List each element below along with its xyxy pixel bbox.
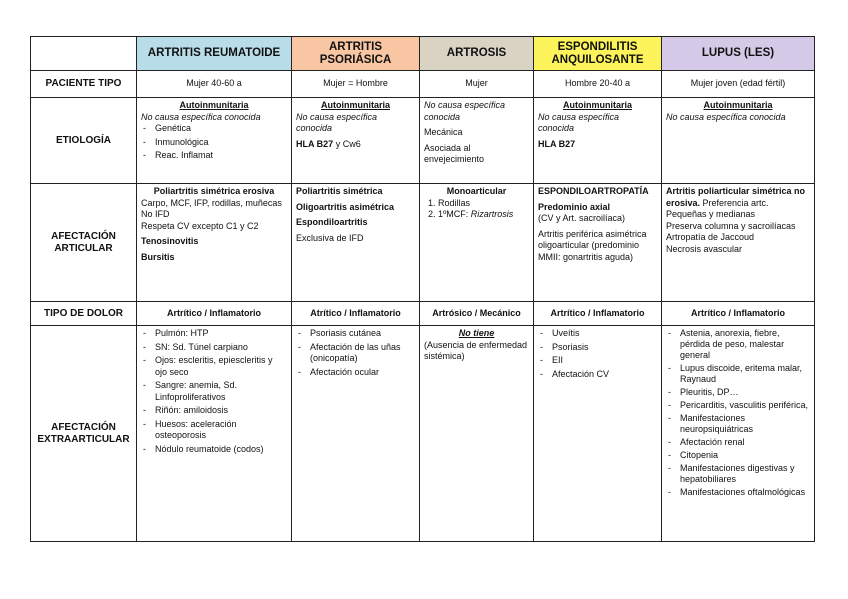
paciente-ap: Mujer = Hombre	[292, 71, 420, 98]
list-item: - Manifestaciones neuropsiquiátricas	[666, 413, 810, 435]
extra-ea-list	[538, 328, 657, 380]
list-item: - Manifestaciones oftalmológicas	[666, 487, 810, 498]
header-ar: ARTRITIS REUMATOIDE	[137, 37, 292, 71]
list-item: - Psoriasis	[538, 342, 657, 354]
articular-ar-l3: Respeta CV excepto C1 y C2	[141, 220, 259, 231]
articular-lupus-b1: Artritis poliarticular simétrica no erosiva.	[666, 186, 806, 208]
row-articular	[31, 184, 815, 302]
etiologia-lupus	[662, 98, 815, 184]
list-item: - Manifestaciones digestivas y hepatobiliares	[666, 463, 810, 485]
header-lupus: LUPUS (LES)	[662, 37, 815, 71]
list-item: - Astenia, anorexia, fiebre, pérdida de peso, malestar general	[666, 328, 810, 361]
list-item: - EII	[538, 355, 657, 367]
articular-ar-l2: No IFD	[141, 209, 170, 219]
etiologia-lupus-sub: No causa específica conocida	[666, 111, 786, 122]
list-item: - Pleuritis, DP…	[666, 387, 810, 398]
list-item: - Psoriasis cutánea	[296, 328, 415, 340]
header-ea: ESPONDILITIS ANQUILOSANTE	[534, 37, 662, 71]
row-extra	[31, 326, 815, 542]
articular-lupus-l2: Preserva columna y sacroilíacas	[666, 220, 796, 231]
etiologia-ea-sub: No causa específica conocida	[538, 111, 620, 133]
articular-ar-title: Poliartritis simétrica erosiva	[153, 186, 275, 196]
header-artrosis: ARTROSIS	[420, 37, 534, 71]
corner-cell	[31, 37, 137, 71]
articular-ap-b1: Poliartritis simétrica	[296, 186, 383, 196]
row-paciente	[31, 71, 815, 98]
etiologia-lupus-title: Autoinmunitaria	[703, 100, 773, 110]
row-etiologia	[31, 98, 815, 184]
articular-artrosis	[420, 184, 534, 302]
articular-ea-l1: (CV y Art. sacroilíaca)	[538, 213, 626, 223]
articular-lupus-l4: Necrosis avascular	[666, 243, 743, 254]
extra-artrosis-sub: (Ausencia de enfermedad sistémica)	[424, 339, 528, 361]
row-label-dolor: TIPO DE DOLOR	[31, 302, 137, 326]
list-item	[438, 209, 529, 221]
mcf-text: 1ºMCF:	[438, 209, 471, 219]
paciente-lupus: Mujer joven (edad fértil)	[662, 71, 815, 98]
row-label-extra: AFECTACIÓN EXTRAARTICULAR	[31, 326, 137, 542]
articular-artrosis-title: Monoarticular	[446, 186, 507, 196]
list-item: - Afectación ocular	[296, 367, 415, 379]
etiologia-ar-title: Autoinmunitaria	[179, 100, 249, 110]
etiologia-ea-hla: HLA B27	[538, 138, 576, 149]
extra-artrosis	[420, 326, 534, 542]
articular-artrosis-list	[424, 198, 529, 221]
articular-ar-b1: Tenosinovitis	[141, 236, 199, 246]
row-label-articular: AFECTACIÓN ARTICULAR	[31, 184, 137, 302]
articular-ap-l1: Exclusiva de IFD	[296, 232, 364, 243]
list-item: - Reac. Inflamat	[141, 150, 287, 162]
list-item: - Huesos: aceleración osteoporosis	[141, 419, 287, 442]
articular-lupus-l1: Preferencia artc. Pequeñas y medianas	[666, 197, 769, 219]
list-item: - Inmunológica	[141, 137, 287, 149]
articular-lupus-p1	[666, 186, 810, 221]
rizartrosis-text: Rizartrosis	[470, 209, 514, 219]
list-item: - Ojos: escleritis, epiescleritis y ojo seco	[141, 355, 287, 378]
list-item: 1. Rodillas	[438, 198, 529, 210]
list-item: - Sangre: anemia, Sd. Linfoproliferativos	[141, 380, 287, 403]
articular-ea	[534, 184, 662, 302]
articular-ea-l2: Artritis periférica asimétrica oligoarticular (predominio MMII: gonartritis aguda)	[538, 228, 647, 262]
etiologia-ap-title: Autoinmunitaria	[321, 100, 390, 110]
etiologia-ar	[137, 98, 292, 184]
list-item: - Lupus discoide, eritema malar, Raynaud	[666, 363, 810, 385]
articular-ap	[292, 184, 420, 302]
extra-lupus	[662, 326, 815, 542]
extra-artrosis-title: No tiene	[458, 328, 495, 338]
extra-ar-list	[141, 328, 287, 455]
list-item: - Nódulo reumatoide (codos)	[141, 444, 287, 456]
etiologia-ea-title: Autoinmunitaria	[563, 100, 632, 110]
dolor-ap: Atrítico / Inflamatorio	[292, 302, 420, 326]
hla-bold: HLA B27	[296, 138, 334, 149]
articular-ar-b2: Bursitis	[141, 251, 175, 262]
list-item: - Uveítis	[538, 328, 657, 340]
header-ap: ARTRITIS PSORIÁSICA	[292, 37, 420, 71]
hla-rest: y Cw6	[333, 138, 361, 149]
etiologia-artrosis-sub: No causa específica conocida	[424, 100, 506, 122]
list-item: - Riñón: amiloidosis	[141, 405, 287, 417]
row-dolor	[31, 302, 815, 326]
articular-lupus	[662, 184, 815, 302]
etiologia-ap	[292, 98, 420, 184]
etiologia-artrosis-l2: Asociada al envejecimiento	[424, 142, 485, 164]
dolor-artrosis: Artrósico / Mecánico	[420, 302, 534, 326]
list-item: - Pulmón: HTP	[141, 328, 287, 340]
articular-lupus-l3: Artropatía de Jaccoud	[666, 232, 755, 242]
list-item: - Afectación renal	[666, 437, 810, 448]
header-row	[31, 37, 815, 71]
dolor-ar: Artrítico / Inflamatorio	[137, 302, 292, 326]
list-item: - SN: Sd. Túnel carpiano	[141, 342, 287, 354]
list-item: - Pericarditis, vasculitis periférica,	[666, 400, 810, 411]
etiologia-ap-sub: No causa específica conocida	[296, 111, 378, 133]
list-item: - Afectación CV	[538, 369, 657, 381]
extra-ar	[137, 326, 292, 542]
etiologia-artrosis-l1: Mecánica	[424, 127, 463, 137]
row-label-paciente: PACIENTE TIPO	[31, 71, 137, 98]
extra-ap	[292, 326, 420, 542]
paciente-ar: Mujer 40-60 a	[137, 71, 292, 98]
etiologia-ap-hla	[296, 139, 415, 151]
dolor-lupus: Artrítico / Inflamatorio	[662, 302, 815, 326]
extra-ap-list	[296, 328, 415, 378]
list-item: - Genética	[141, 123, 287, 135]
articular-ea-title: ESPONDILOARTROPATÍA	[538, 186, 649, 196]
articular-ea-b1: Predominio axial	[538, 201, 611, 212]
etiologia-artrosis	[420, 98, 534, 184]
list-item: - Citopenia	[666, 450, 810, 461]
paciente-artrosis: Mujer	[420, 71, 534, 98]
extra-lupus-list	[666, 328, 810, 498]
list-item: - Afectación de las uñas (onicopatía)	[296, 342, 415, 365]
paciente-ea: Hombre 20-40 a	[534, 71, 662, 98]
extra-ea	[534, 326, 662, 542]
articular-ar	[137, 184, 292, 302]
dolor-ea: Artrítico / Inflamatorio	[534, 302, 662, 326]
etiologia-ar-list	[141, 123, 287, 162]
comparison-table	[30, 36, 815, 542]
articular-ar-l1: Carpo, MCF, IFP, rodillas, muñecas	[141, 197, 282, 208]
etiologia-ea	[534, 98, 662, 184]
row-label-etiologia: ETIOLOGÍA	[31, 98, 137, 184]
articular-ap-b3: Espondiloartritis	[296, 217, 368, 227]
articular-ap-b2: Oligoartritis asimétrica	[296, 201, 395, 212]
etiologia-ar-sub: No causa específica conocida	[141, 111, 261, 122]
